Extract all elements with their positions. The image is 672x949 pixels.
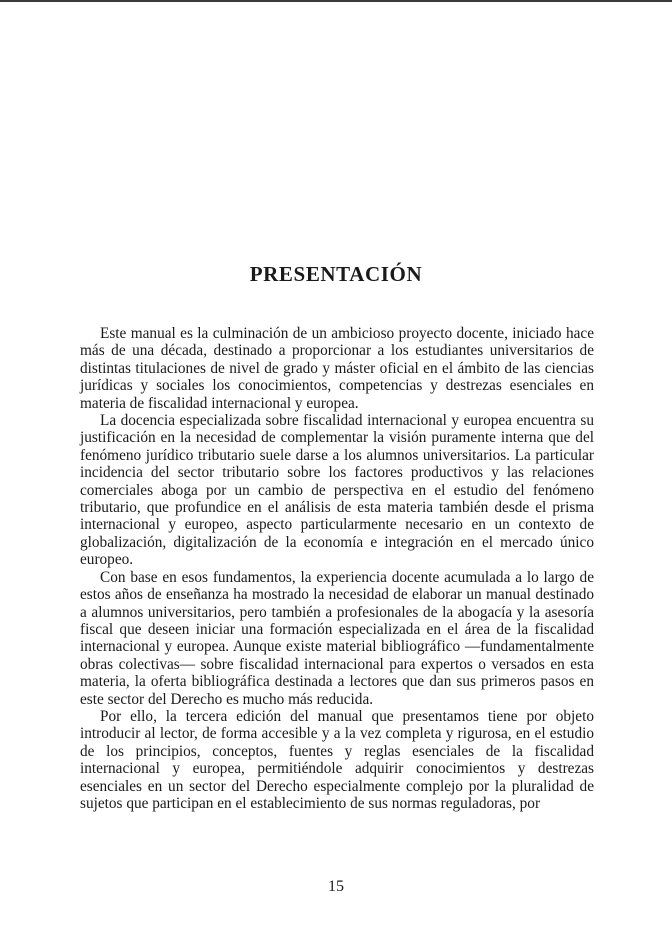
body-text bbox=[80, 325, 594, 812]
paragraph-4: Por ello, la tercera edición del manual que presentamos tiene por objeto introducir al lector, de forma accesible y a la vez completa y rigurosa, en el estudio de los principios, conceptos, fuentes y reglas esenciales de la fiscalidad internacional y europea, permitiéndole adquirir conocimientos y destrezas esenciales en un sector del Derecho especialmente complejo por la pluralidad de sujetos que participan en el establecimiento de sus normas reguladoras, por bbox=[80, 707, 594, 812]
paragraph-3: Con base en esos fundamentos, la experiencia docente acumulada a lo largo de estos años de enseñanza ha mostrado la necesidad de elaborar un manual destinado a alumnos universitarios, pero también a profesionales de la abogacía y la asesoría fiscal que deseen iniciar una formación especializada en el área de la fiscalidad internacional y europea. Aunque existe material bibliográfico —fundamentalmente obras colectivas— sobre fiscalidad internacional para expertos o versados en esta materia, la oferta bibliográfica destinada a lectores que dan sus primeros pasos en este sector del Derecho es mucho más reducida. bbox=[80, 568, 594, 708]
top-border-line bbox=[0, 0, 672, 2]
paragraph-2: La docencia especializada sobre fiscalidad internacional y europea encuentra su justificación en la necesidad de complementar la visión puramente interna que del fenómeno jurídico tributario suele darse a los alumnos universitarios. La particular incidencia del sector tributario sobre los factores productivos y las relaciones comerciales aboga por un cambio de perspectiva en el estudio del fenómeno tributario, que profundice en el análisis de esta materia también desde el prisma internacional y europeo, aspecto particularmente necesario en un contexto de globalización, digitalización de la economía e integración en el mercado único europeo. bbox=[80, 412, 594, 569]
paragraph-1: Este manual es la culminación de un ambicioso proyecto docente, iniciado hace más de una década, destinado a proporcionar a los estudiantes universitarios de distintas titulaciones de nivel de grado y máster oficial en el ámbito de las ciencias jurídicas y sociales los conocimientos, competencias y destrezas esenciales en materia de fiscalidad internacional y europea. bbox=[80, 325, 594, 412]
page-title: PRESENTACIÓN bbox=[249, 262, 423, 287]
page-number: 15 bbox=[328, 878, 344, 895]
